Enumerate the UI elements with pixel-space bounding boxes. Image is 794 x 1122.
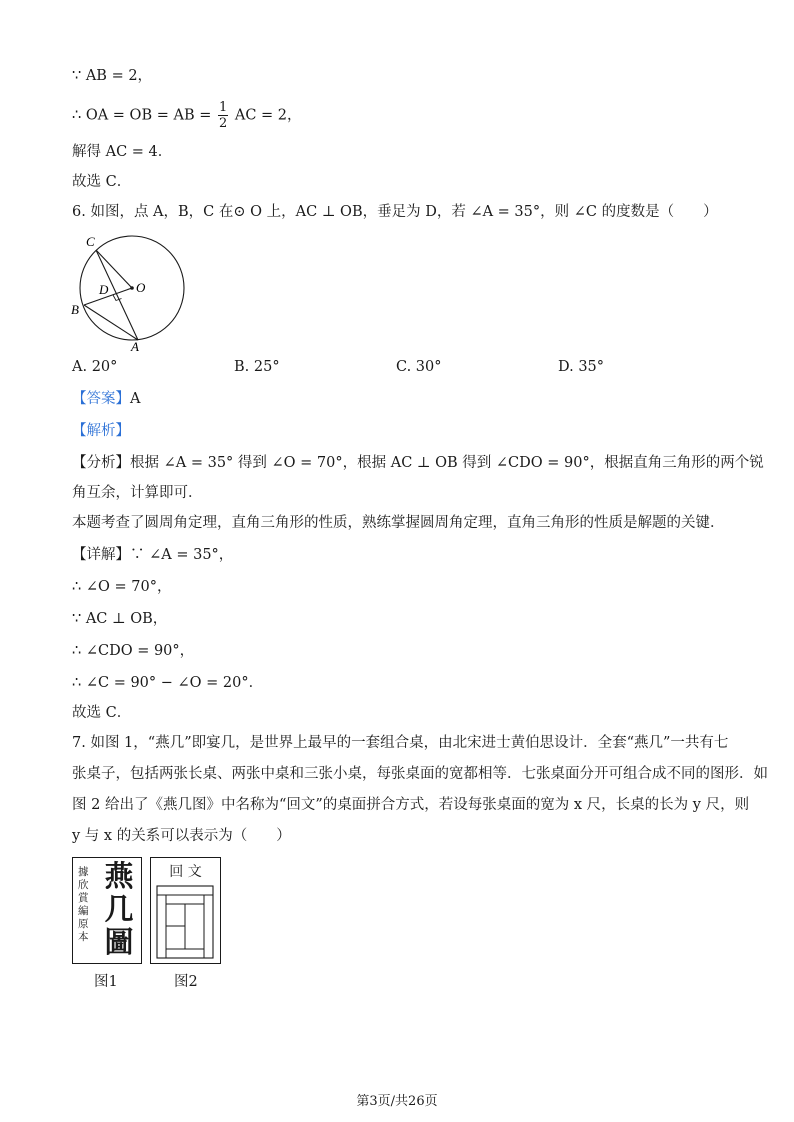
detail-line-5: ∴ ∠C = 90° − ∠O = 20°． (72, 675, 264, 691)
equation-oa-ob (72, 100, 302, 131)
detail-line-2: ∴ ∠O = 70°， (72, 579, 172, 595)
fraction-denominator: 2 (218, 116, 228, 131)
center-point (130, 286, 134, 290)
figure-1 (72, 857, 142, 964)
equation-right: AC = 2， (230, 107, 302, 124)
answer-line (72, 389, 140, 409)
figure-2-caption: 图2 (174, 974, 198, 990)
option-a[interactable]: A. 20° (72, 359, 118, 375)
detail-line-6: 故选 C． (72, 705, 132, 721)
analysis-tag: 【解析】 (72, 423, 130, 439)
question-7-line-1: 7. 如图 1，“燕几”即宴几，是世界上最早的一套组合桌，由北宋进士黄伯思设计．全套“燕几”一共有七 (72, 735, 729, 751)
figure-2 (150, 857, 221, 964)
figure-1-side-text: 據欣賞編原本 (78, 866, 89, 943)
analysis-line-2: 角互余，计算即可． (72, 485, 203, 501)
equation-left: ∴ OA = OB = AB = (72, 107, 216, 124)
figure-1-caption: 图1 (94, 974, 118, 990)
solve-ac: 解得 AC = 4． (72, 144, 173, 160)
label-a: A (131, 339, 139, 352)
fraction-half (218, 100, 228, 131)
label-d: D (99, 282, 109, 297)
choose-c-1: 故选 C． (72, 174, 132, 190)
detail-line-4: ∴ ∠CDO = 90°， (72, 643, 195, 659)
detail-head: 【详解】 (72, 547, 130, 563)
option-d[interactable]: D. 35° (558, 359, 605, 375)
analysis-tag-line (72, 421, 130, 441)
fraction-numerator: 1 (218, 100, 228, 115)
circle-figure (66, 232, 196, 352)
detail-line-1 (72, 545, 233, 565)
question-7-line-2: 张桌子，包括两张长桌、两张中桌和三张小桌，每张桌面的宽都相等．七张桌面分开可组合成不同的图形．如 (72, 766, 768, 782)
option-b[interactable]: B. 25° (234, 359, 280, 375)
huiwen-tiling (151, 882, 220, 962)
label-o: O (136, 280, 146, 295)
analysis-line-3: 本题考查了圆周角定理，直角三角形的性质，熟练掌握圆周角定理，直角三角形的性质是解题的关键． (72, 515, 725, 531)
question-6-stem: 6. 如图，点 A，B，C 在⊙ O 上，AC ⊥ OB，垂足为 D，若 ∠A = 35°，则 ∠C 的度数是（ ） (72, 204, 718, 220)
figure-1-big-text: 燕几圖 (104, 859, 134, 959)
label-c: C (86, 234, 95, 249)
analysis-head: 【分析】 (72, 455, 130, 471)
detail-line-3: ∵ AC ⊥ OB， (72, 611, 168, 627)
answer-value: A (130, 391, 141, 407)
analysis-line-1 (72, 453, 764, 473)
label-b: B (71, 302, 79, 317)
option-c[interactable]: C. 30° (396, 359, 442, 375)
given-ab: ∵ AB = 2， (72, 68, 153, 84)
question-7-line-4: y 与 x 的关系可以表示为（ ） (72, 828, 291, 844)
page-footer: 第3页/共26页 (356, 1094, 438, 1109)
answer-tag: 【答案】 (72, 391, 130, 407)
figure-2-title: 回 文 (169, 864, 202, 880)
detail-text-1: ∵ ∠A = 35°， (130, 547, 234, 563)
analysis-text-1: 根据 ∠A = 35° 得到 ∠O = 70°，根据 AC ⊥ OB 得到 ∠CDO = 90°，根据直角三角形的两个锐 (130, 455, 764, 471)
question-7-line-3: 图 2 给出了《燕几图》中名称为“回文”的桌面拼合方式，若设每张桌面的宽为 x 尺，长桌的长为 y 尺，则 (72, 797, 750, 813)
